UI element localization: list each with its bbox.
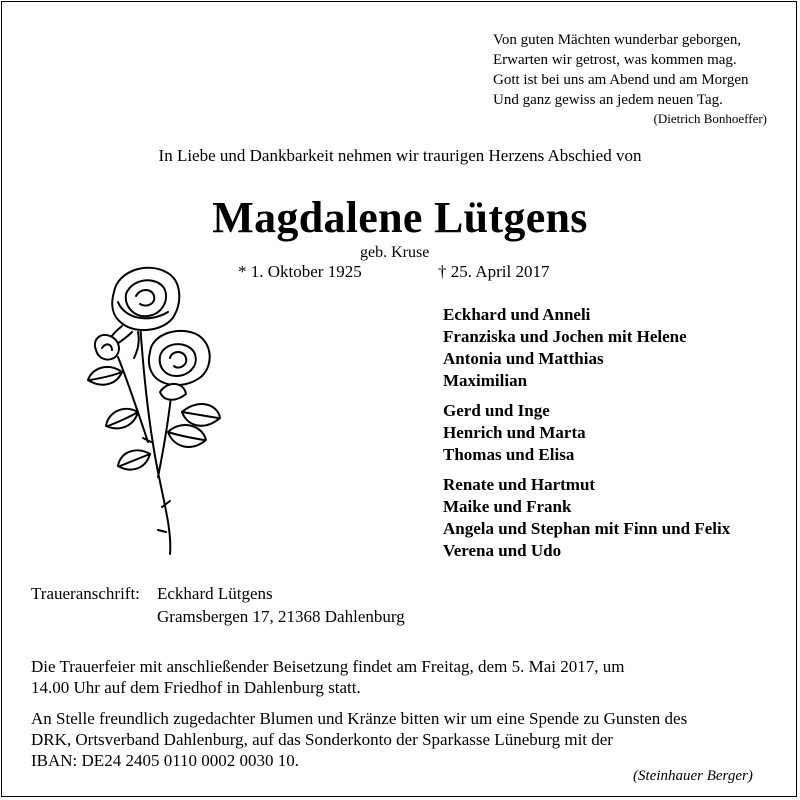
poem-line: Gott ist bei uns am Abend und am Morgen xyxy=(493,72,749,88)
poem-block xyxy=(493,30,783,127)
address-street: Gramsbergen 17, 21368 Dahlenburg xyxy=(157,607,405,626)
rose-icon xyxy=(78,262,238,562)
poem-line: Von guten Mächten wunderbar geborgen, xyxy=(493,32,742,48)
family-group xyxy=(443,474,730,562)
donation-line: An Stelle freundlich zugedachter Blumen und Kränze bitten wir um eine Spende zu Gunsten des xyxy=(31,709,688,728)
family-member: Maximilian xyxy=(443,371,528,390)
ceremony-line: Die Trauerfeier mit anschließender Beisetzung findet am Freitag, dem 5. Mai 2017, um xyxy=(31,657,625,676)
maiden-name: geb. Kruse xyxy=(360,244,430,261)
family-member: Franziska und Jochen mit Helene xyxy=(443,327,687,346)
family-member: Thomas und Elisa xyxy=(443,445,575,464)
ceremony-line: 14.00 Uhr auf dem Friedhof in Dahlenburg statt. xyxy=(31,678,361,697)
donation-line: IBAN: DE24 2405 0110 0002 0030 10. xyxy=(31,751,300,770)
poem-line: Erwarten wir getrost, was kommen mag. xyxy=(493,52,737,68)
donation-line: DRK, Ortsverband Dahlenburg, auf das Sonderkonto der Sparkasse Lüneburg mit der xyxy=(31,730,613,749)
family-member: Antonia und Matthias xyxy=(443,349,604,368)
family-member: Gerd und Inge xyxy=(443,401,550,420)
family-member: Maike und Frank xyxy=(443,497,572,516)
address-name: Eckhard Lütgens xyxy=(157,584,273,603)
family-list xyxy=(443,304,730,570)
poem-line: Und ganz gewiss an jedem neuen Tag. xyxy=(493,92,723,108)
deceased-name: Magdalene Lütgens xyxy=(212,193,588,242)
address-label: Traueranschrift: xyxy=(31,584,140,603)
family-member: Verena und Udo xyxy=(443,541,562,560)
poem-author: (Dietrich Bonhoeffer) xyxy=(653,111,767,126)
donation-paragraph xyxy=(31,708,791,771)
death-date: † 25. April 2017 xyxy=(438,262,550,281)
family-member: Renate und Hartmut xyxy=(443,475,596,494)
intro-text: In Liebe und Dankbarkeit nehmen wir traurigen Herzens Abschied von xyxy=(158,146,642,165)
family-group xyxy=(443,400,730,466)
family-member: Henrich und Marta xyxy=(443,423,586,442)
family-member: Eckhard und Anneli xyxy=(443,305,591,324)
family-group xyxy=(443,304,730,392)
publisher-signature: (Steinhauer Berger) xyxy=(633,768,753,784)
ceremony-paragraph xyxy=(31,656,791,698)
family-member: Angela und Stephan mit Finn und Felix xyxy=(443,519,731,538)
birth-date: * 1. Oktober 1925 xyxy=(238,262,362,281)
